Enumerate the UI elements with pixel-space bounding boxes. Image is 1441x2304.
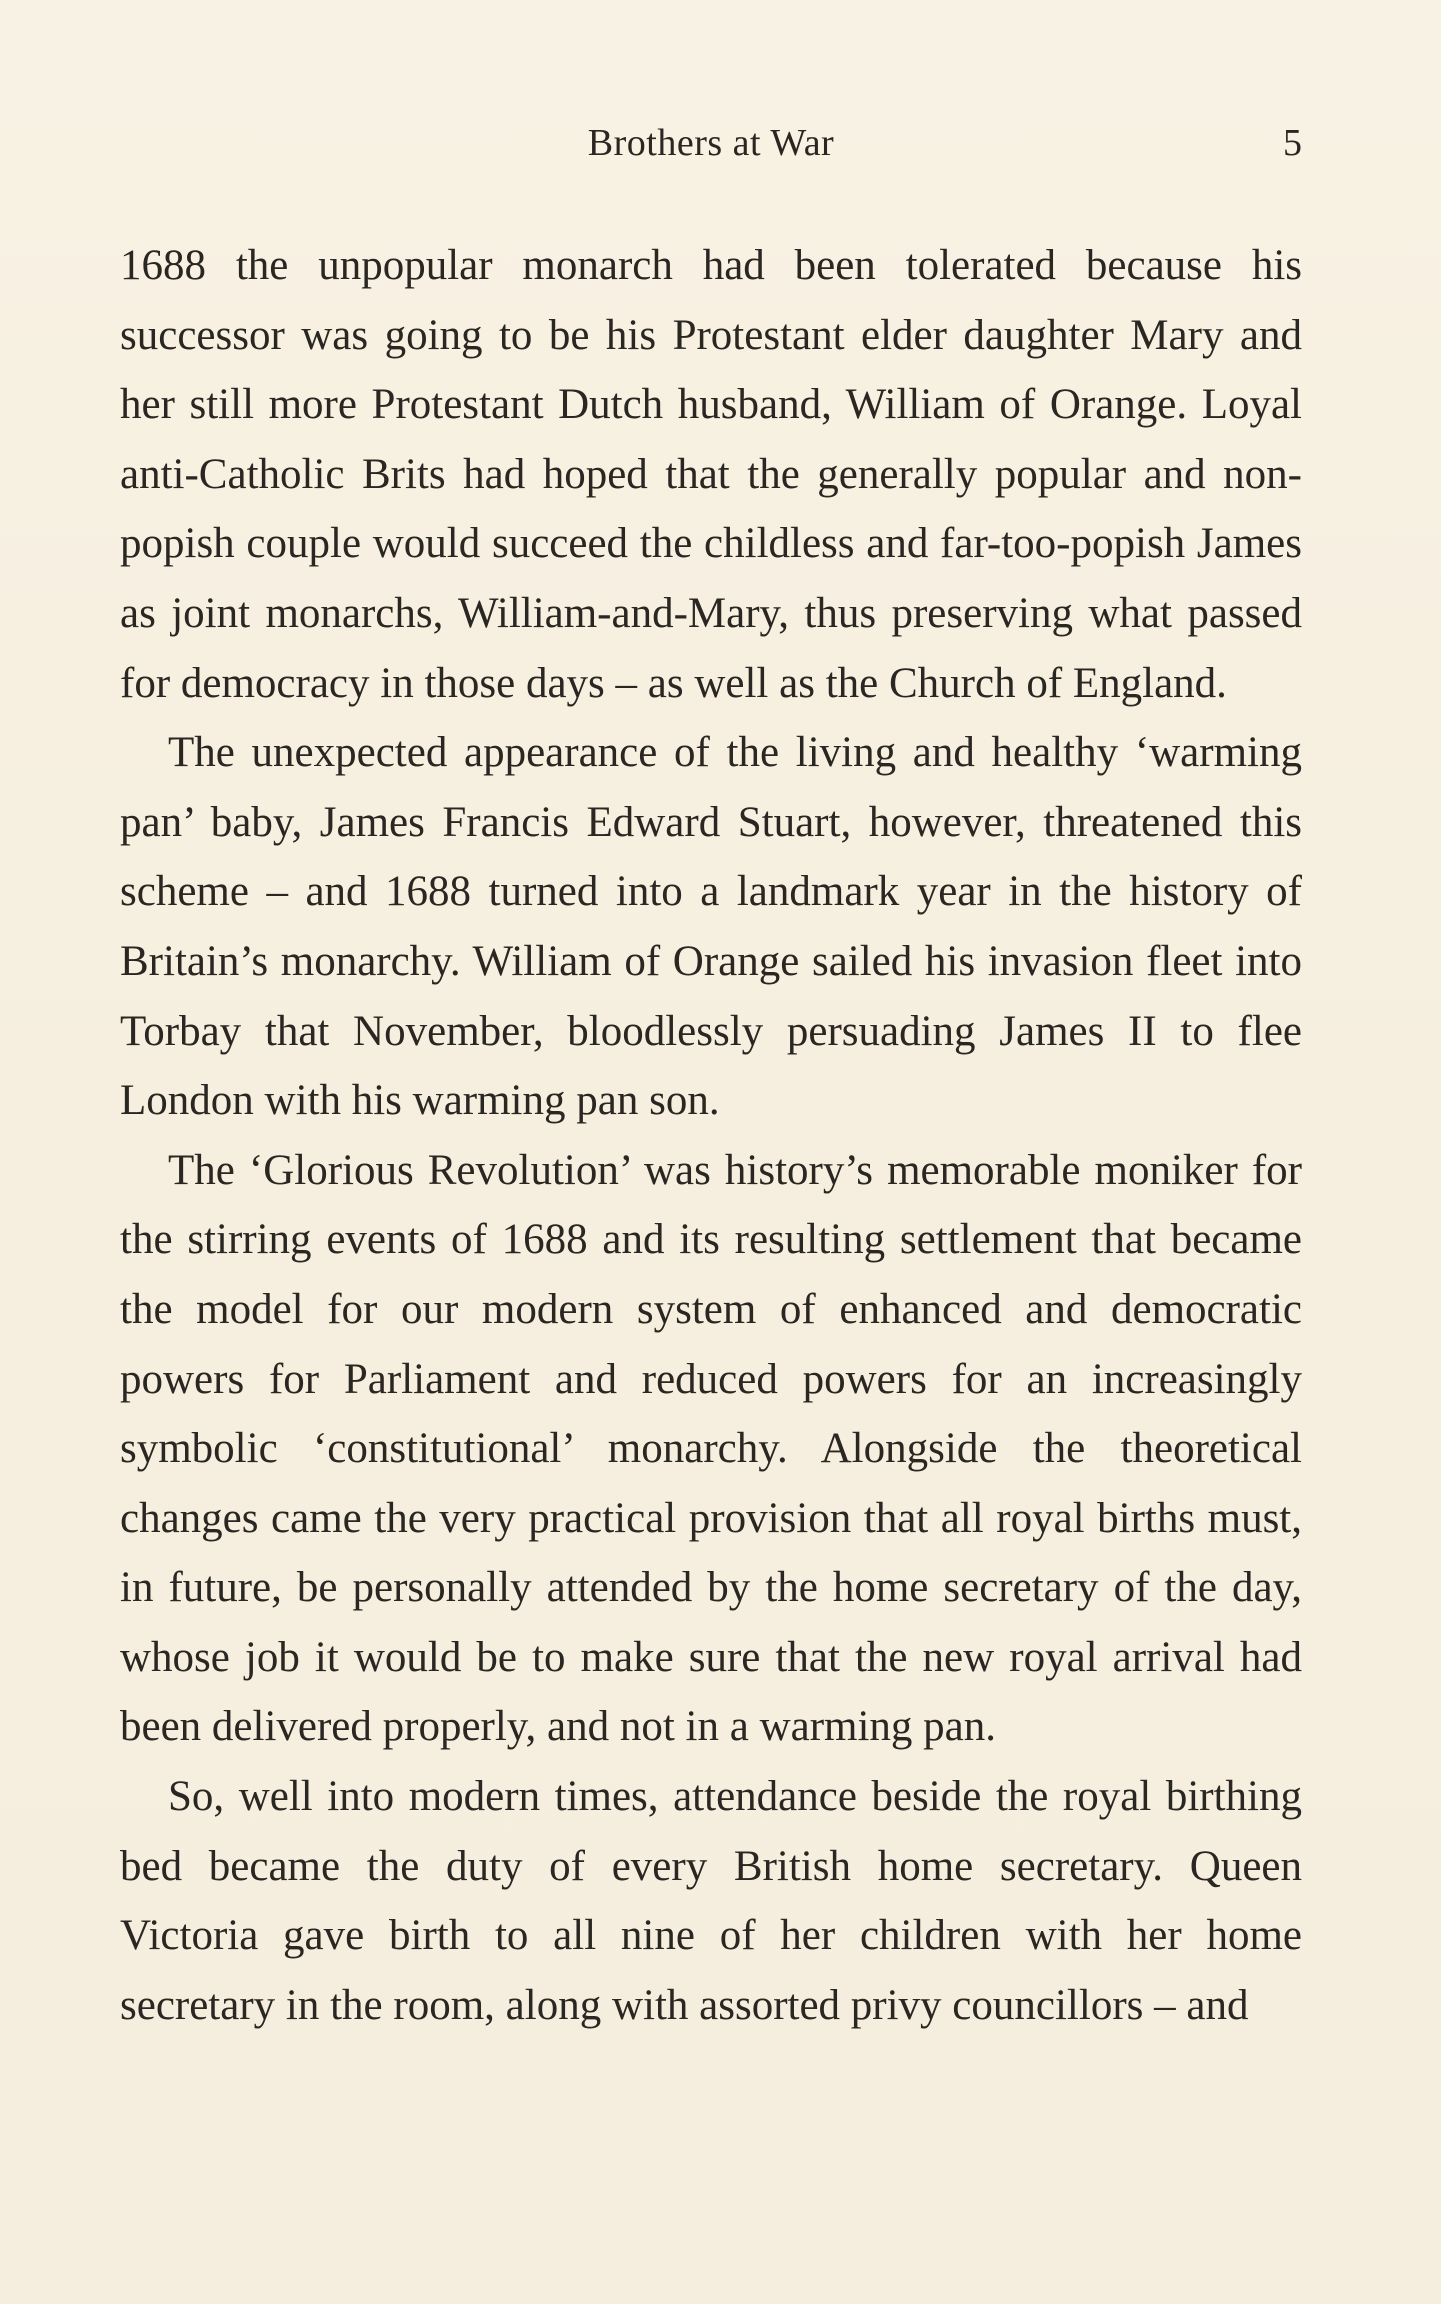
body-text — [120, 231, 1302, 2040]
paragraph: The ‘Glorious Revolution’ was history’s memorable moniker for the stirring events of 1688 and its resulting settlement that became the model for our modern system of enhanced and democratic powers for Parliament and reduced powers for an increasingly symbolic ‘constitutional’ monarchy. Alongside the theoretical changes came the very practical provision that all royal births must, in future, be personally attended by the home secretary of the day, whose job it would be to make sure that the new royal arrival had been delivered properly, and not in a warming pan. — [120, 1146, 1302, 1751]
page-header — [120, 118, 1302, 168]
page-number: 5 — [1283, 122, 1302, 164]
paragraph: So, well into modern times, attendance beside the royal birthing bed became the duty of every British home secretary. Queen Victoria gave birth to all nine of her children with her home secretary in the room, along with assorted privy councillors – and — [120, 1773, 1302, 2029]
running-title: Brothers at War — [587, 122, 835, 164]
paragraph: 1688 the unpopular monarch had been tolerated because his successor was going to be his Protestant elder daughter Mary and her still more Protestant Dutch husband, William of Orange. Loyal anti-Catholic Brits had hoped that the generally popular and non-popish couple would succeed the childless and far-too-popish James as joint monarchs, William-and-Mary, thus preserving what passed for democracy in those days – as well as the Church of England. — [120, 242, 1302, 707]
paragraph: The unexpected appearance of the living and healthy ‘warming pan’ baby, James Francis Edward Stuart, however, threatened this scheme – and 1688 turned into a landmark year in the history of Britain’s monarchy. William of Orange sailed his invasion fleet into Torbay that November, bloodlessly persuading James II to flee London with his warming pan son. — [120, 729, 1302, 1125]
